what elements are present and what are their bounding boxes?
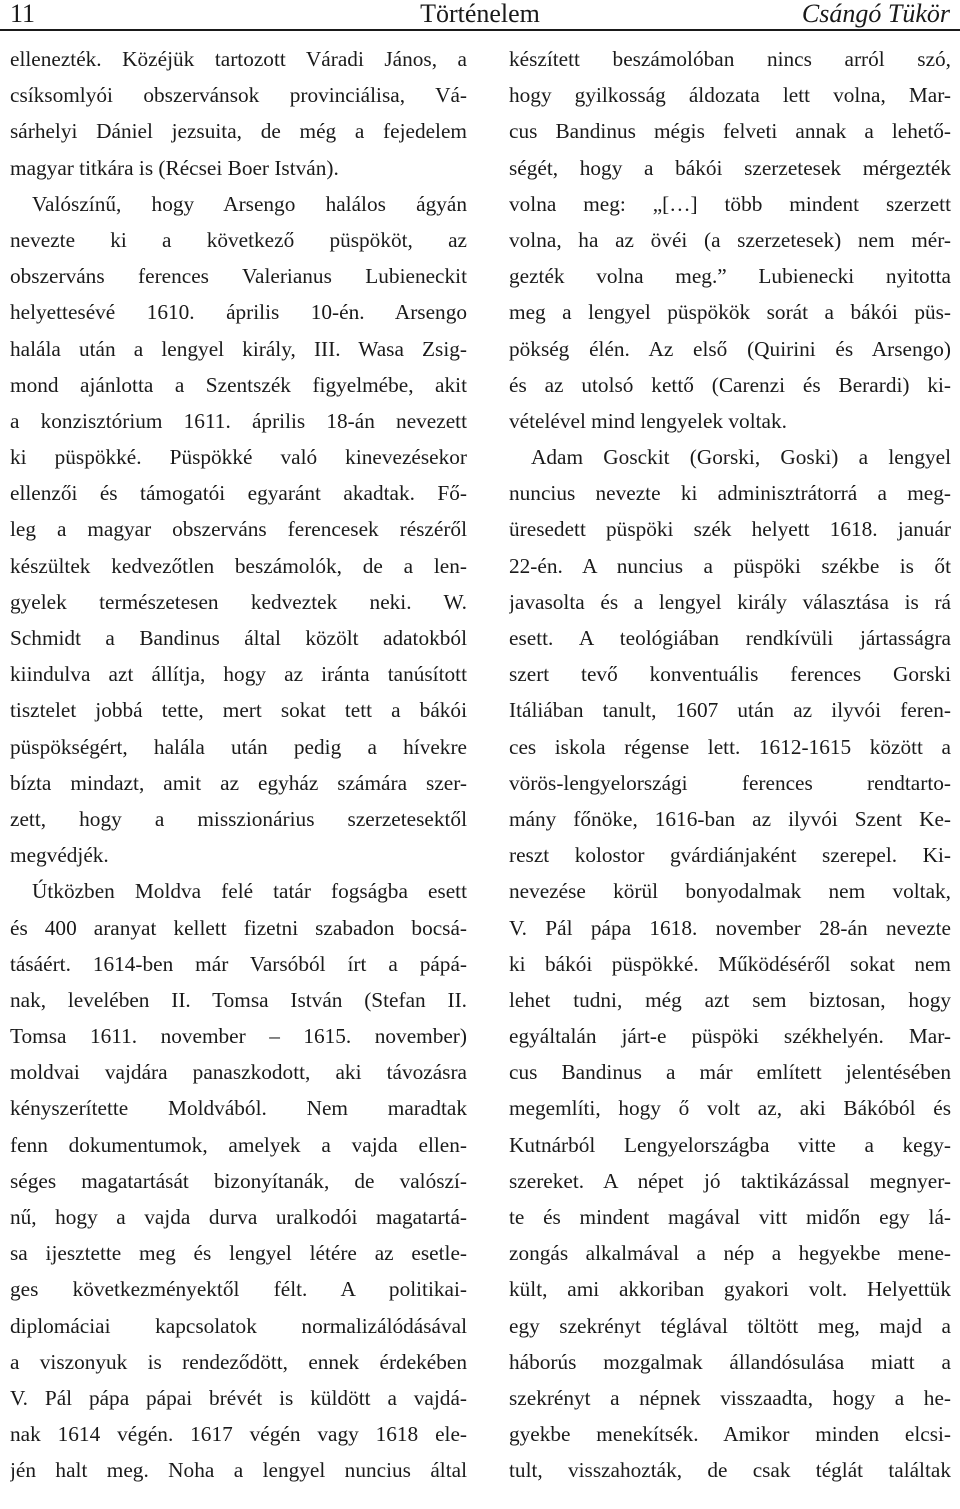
text-line: tisztelet jobbá tette, mert sokat tett a bákói <box>10 698 467 723</box>
right-text-column <box>509 41 951 1489</box>
text-line: Adam Gosckit (Gorski, Goski) a lengyel <box>531 445 951 470</box>
text-line: szereket. A népet jó taktikázással megnyer- <box>509 1168 951 1193</box>
text-line: helyettesévé 1610. április 10-én. Arsengo <box>10 300 467 325</box>
text-line: mond ajánlotta a Szentszék figyelmébe, akit <box>10 372 467 397</box>
text-line: Útközben Moldva felé tatár fogságba esett <box>32 879 467 904</box>
text-line: a konzisztórium 1611. április 18-án nevezett <box>10 408 467 433</box>
left-text-column <box>10 41 467 1489</box>
text-line: sárhelyi Dániel jezsuita, de még a fejedelem <box>10 119 467 144</box>
text-line: jén halt meg. Noha a lengyel nuncius által <box>10 1458 467 1483</box>
text-line: Itáliában tanult, 1607 után az ilyvói feren- <box>509 698 951 723</box>
text-line: diplomáciai kapcsolatok normalizálódásával <box>10 1313 467 1338</box>
text-line: sa ijesztette meg és lengyel létére az esetle- <box>10 1241 467 1266</box>
text-line: üresedett püspöki szék helyett 1618. január <box>509 517 951 542</box>
text-line: gyelek természetesen kedveztek neki. W. <box>10 589 467 614</box>
text-line: magyar titkára is (Récsei Boer István). <box>10 155 339 180</box>
text-line: 22-én. A nuncius a püspöki székbe is őt <box>509 553 951 578</box>
text-line: obszerváns ferences Valerianus Lubieneckit <box>10 264 467 289</box>
text-line: kényszerítette Moldvából. Nem maradtak <box>10 1096 467 1121</box>
text-line: volna meg: „[…] több mindent szerzett <box>509 191 951 216</box>
text-line: vörös-lengyelországi ferences rendtarto- <box>509 770 951 795</box>
text-line: nevezése körül bonyodalmak nem voltak, <box>509 879 951 904</box>
section-title: Történelem <box>420 0 540 28</box>
text-line: nevezte ki a következő püspököt, az <box>10 227 467 252</box>
text-line: Kutnárból Lengyelországba vitte a kegy- <box>509 1132 951 1157</box>
text-line: püspökségért, halála után pedig a hívekre <box>10 734 467 759</box>
text-line: tásáért. 1614-ben már Varsóból írt a pápá- <box>10 951 467 976</box>
text-line: kiindulva azt állítja, hogy az iránta tanúsított <box>10 662 467 687</box>
text-line: nű, hogy a vajda durva uralkodói magatartá- <box>10 1205 467 1229</box>
text-line: halála után a lengyel király, III. Wasa Zsig- <box>10 336 467 361</box>
text-line: fenn dokumentumok, amelyek a vajda ellen- <box>10 1132 467 1157</box>
text-line: cus Bandinus mégis felveti annak a lehető- <box>509 119 951 144</box>
text-line: szert tevő konventuális ferences Gorski <box>509 662 951 687</box>
text-line: zongás alkalmával a nép a hegyekbe mene- <box>509 1241 951 1266</box>
text-line: készített beszámolóban nincs arról szó, <box>509 47 951 71</box>
text-line: hogy gyilkosság áldozata lett volna, Mar- <box>509 83 951 108</box>
text-line: ellenezték. Közéjük tartozott Váradi János, a <box>10 47 467 71</box>
text-line: javasolta és a lengyel király választása is rá <box>509 589 951 614</box>
text-line: csíksomlyói obszervánsok provinciálisa, Vá- <box>10 83 467 108</box>
text-line: megemlíti, hogy ő volt az, aki Bákóból és <box>509 1096 951 1121</box>
text-line: lehet tudni, még azt sem biztosan, hogy <box>509 987 951 1012</box>
text-line: nak 1614 végén. 1617 végén vagy 1618 ele- <box>10 1422 467 1447</box>
text-line: gezték volna meg.” Lubienecki nyitotta <box>509 264 951 289</box>
text-line: séges magatartását bizonyítanák, de valószí- <box>10 1168 467 1193</box>
text-line: megvédjék. <box>10 843 109 868</box>
text-line: egy szekrényt téglával töltött meg, majd a <box>509 1313 951 1338</box>
text-line: és 400 aranyat kellett fizetni szabadon bocsá- <box>10 915 467 940</box>
text-line: pökség élén. Az első (Quirini és Arsengo) <box>509 336 951 361</box>
text-line: a viszonyuk is rendeződött, ennek érdekében <box>10 1349 467 1374</box>
text-line: reszt kolostor gvárdiánjaként szerepel. Ki- <box>509 843 951 868</box>
text-line: mány főnöke, 1616-ban az ilyvói Szent Ke- <box>509 806 951 831</box>
text-line: cus Bandinus a már említett jelentésében <box>509 1060 951 1085</box>
text-line: és az utolsó kettő (Carenzi és Berardi) ki- <box>509 372 951 397</box>
header-rule <box>0 29 960 31</box>
text-line: nuncius nevezte ki adminisztrátorrá a meg- <box>509 481 951 506</box>
text-line: ellenzői és támogatói egyaránt akadtak. Fő- <box>10 481 467 506</box>
text-line: ges következményektől félt. A politikai- <box>10 1277 467 1302</box>
text-line: gyekbe menekítsék. Amikor minden elcsi- <box>509 1422 951 1447</box>
text-line: tult, visszahozták, de csak téglát találtak <box>509 1458 951 1483</box>
text-line: vételével mind lengyelek voltak. <box>509 408 787 433</box>
text-line: kült, ami akkoriban gyakori volt. Helyettük <box>509 1277 951 1302</box>
text-line: háborús mozgalmak állandósulása miatt a <box>509 1349 951 1374</box>
text-line: esett. A teológiában rendkívüli jártasságra <box>509 626 951 650</box>
text-line: te és mindent magával vitt midőn egy lá- <box>509 1205 951 1229</box>
text-line: zett, hogy a misszionárius szerzetesektől <box>10 806 467 831</box>
text-line: ki püspökké. Püspökké való kinevezésekor <box>10 445 467 470</box>
text-line: Valószínű, hogy Arsengo halálos ágyán <box>32 191 467 216</box>
text-line: moldvai vajdára panaszkodott, aki távozásra <box>10 1060 467 1085</box>
text-line: volna, ha az övéi (a szerzetesek) nem mér- <box>509 227 951 252</box>
text-line: meg a lengyel püspökök sorát a bákói püs- <box>509 300 951 325</box>
text-line: leg a magyar obszerváns ferencesek részéről <box>10 517 467 542</box>
text-line: ces iskola régense lett. 1612-1615 között a <box>509 734 951 759</box>
text-line: szekrényt a népnek visszaadta, hogy a he- <box>509 1385 951 1410</box>
text-line: ségét, hogy a bákói szerzetesek mérgezték <box>509 155 951 180</box>
page-number: 11 <box>10 0 36 28</box>
text-line: ki bákói püspökké. Működéséről sokat nem <box>509 951 951 976</box>
text-line: V. Pál pápa 1618. november 28-án nevezte <box>509 915 951 940</box>
text-line: V. Pál pápa pápai brévét is küldött a vajdá- <box>10 1385 467 1410</box>
text-line: nak, levelében II. Tomsa István (Stefan II. <box>10 987 467 1012</box>
page-header <box>0 0 960 32</box>
text-line: Schmidt a Bandinus által közölt adatokból <box>10 626 467 650</box>
text-line: bízta mindazt, amit az egyház számára szer- <box>10 770 467 795</box>
text-line: egyáltalán járt-e püspöki székhelyén. Mar- <box>509 1024 951 1049</box>
text-line: készültek kedvezőtlen beszámolók, de a len- <box>10 553 467 578</box>
text-line: Tomsa 1611. november – 1615. november) <box>10 1024 467 1049</box>
magazine-title: Csángó Tükör <box>801 0 950 28</box>
